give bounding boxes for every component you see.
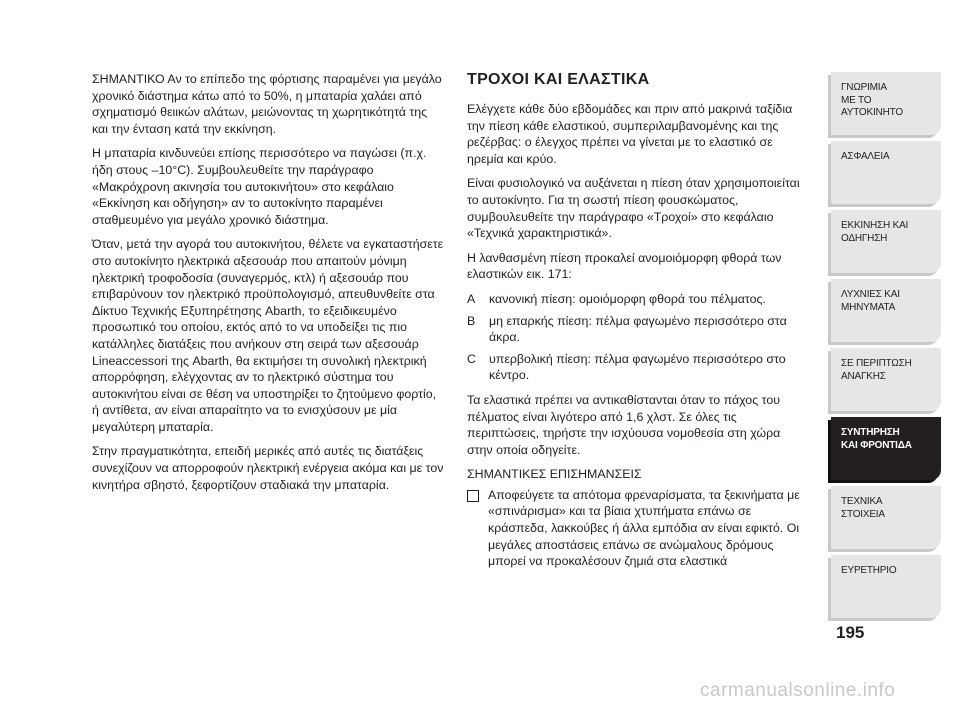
item-letter: C [467, 351, 476, 366]
accessories-paragraph: Όταν, μετά την αγορά του αυτοκινήτου, θέλετε να εγκαταστήσετε στο αυτοκίνητο ηλεκτρικά αξεσουάρ που απαιτούν μόνιμη ηλεκτρική τροφοδοσία (συναγερμός, κτλ) ή αξεσουάρ που επιβαρύνουν τον ηλεκτρικό προϋπολογισμό, απευθυνθείτε στα Δίκτυο Τεχνικής Εξυπηρέτησης Abarth, το εξειδικευμένο προσωπικό του οποίου, εκτός από το να υποδείξει τις πιο κατάλληλες διατάξεις που ανήκουν στη σειρά των αξεσουάρ Lineaccessori της Abarth, θα εκτιμήσει τη συνολική ηλεκτρική απορρόφηση, ελέγχοντας αν το ηλεκτρικό σύστημα του αυτοκινήτου είναι σε θέση να υποστηρίξει το ζητούμενο φορτίο, ή αντίθετα, αν είναι απαραίτητο να το ενισχύσουν με μία μεγαλύτερη μπαταρία. [92, 237, 444, 434]
right-column [467, 71, 803, 570]
chapter-tabs [823, 0, 960, 709]
battery-warning-paragraph: ΣΗΜΑΝΤΙΚΟ Αν το επίπεδο της φόρτισης παραμένει για μεγάλο χρονικό διάστημα κάτω από το 50%, η μπαταρία χαλάει από σχηματισμό θειικών αλάτων, μειώνοντας τη χωρητικότητά της και την ένταση κατά την εκκίνηση. [92, 72, 442, 136]
tab-safety[interactable] [831, 141, 941, 204]
tab-warning-lights[interactable] [831, 279, 941, 342]
tab-label: ΣΥΝΤΗΡΗΣΗ ΚΑΙ ΦΡΟΝΤΙΔΑ [841, 427, 912, 451]
item-letter: A [467, 291, 476, 306]
tab-technical-data[interactable] [831, 486, 941, 549]
tab-label: ΑΣΦΑΛΕΙΑ [841, 151, 890, 162]
tab-maintenance[interactable] [831, 417, 941, 480]
list-item [467, 313, 803, 346]
battery-freeze-paragraph: Η μπαταρία κινδυνεύει επίσης περισσότερο να παγώσει (π.χ. ήδη στους –10°C). Συμβουλευθείτε την παράγραφο «Μακρόχρονη ακινησία του αυτοκινήτου» στο κεφάλαιο «Εκκίνηση και οδήγηση» αν το αυτοκίνητο παραμένει σταθμευμένο για μεγάλο χρονικό διάστημα. [92, 146, 427, 227]
note-bullet [467, 487, 803, 570]
tab-label: ΕΥΡΕΤΗΡΙΟ [841, 565, 897, 576]
tab-label: ΤΕΧΝΙΚΑ ΣΤΟΙΧΕΙΑ [841, 496, 885, 520]
tab-label: ΛΥΧΝΙΕΣ ΚΑΙ ΜΗΝΥΜΑΤΑ [841, 289, 900, 313]
tab-label: ΣΕ ΠΕΡΙΠΤΩΣΗ ΑΝΑΓΚΗΣ [841, 358, 912, 382]
item-text: μη επαρκής πίεση: πέλμα φαγωμένο περισσότερο στα άκρα. [489, 313, 787, 345]
tab-index[interactable] [831, 555, 941, 618]
pressure-increase-paragraph: Είναι φυσιολογικό να αυξάνεται η πίεση όταν χρησιμοποιείται το αυτοκίνητο. Για τη σωστή πίεση φουσκώματος, συμβουλευθείτε την παράγραφο «Τροχοί» στο κεφάλαιο «Τεχνικά χαρακτηριστικά». [467, 176, 800, 241]
tread-replacement-paragraph: Τα ελαστικά πρέπει να αντικαθίστανται όταν το πάχος του πέλματος είναι λιγότερο από 1,6 χλστ. Σε όλες τις περιπτώσεις, τηρήστε την ισχύουσα νομοθεσία στη χώρα στην οποία οδηγείτε. [467, 392, 781, 457]
left-column [92, 71, 444, 501]
tab-getting-to-know[interactable] [831, 72, 941, 135]
battery-drain-paragraph: Στην πραγματικότητα, επειδή μερικές από αυτές τις διατάξεις συνεχίζουν να απορροφούν ηλεκτρική ενέργεια ακόμα και με τον κινητήρα σβηστό, ξεφορτίζουν σταδιακά την μπαταρία. [92, 444, 444, 492]
checkbox-bullet-icon [467, 490, 479, 502]
list-item [467, 291, 803, 308]
tab-starting-driving[interactable] [831, 210, 941, 273]
list-item [467, 351, 803, 384]
note-text: Αποφεύγετε τα απότομα φρεναρίσματα, τα ξεκινήματα με «σπινάρισμα» και τα βίαια χτυπήματα επάνω σε κράσπεδα, λακκούβες ή άλλα εμπόδια αν είναι εφικτό. Οι μεγάλες αποστάσεις επάνω σε ανώμαλους δρόμους μπορεί να προκαλέσουν ζημιά στα ελαστικά [488, 487, 800, 569]
wrong-pressure-paragraph: Η λανθασμένη πίεση προκαλεί ανομοιόμορφη φθορά των ελαστικών εικ. 171: [467, 250, 782, 282]
section-title: ΤΡΟΧΟΙ ΚΑΙ ΕΛΑΣΤΙΚΑ [467, 71, 650, 88]
check-pressure-paragraph: Ελέγχετε κάθε δύο εβδομάδες και πριν από μακρινά ταξίδια την πίεση κάθε ελαστικού, συμπεριλαμβανομένης και της ρεζέρβας: ο έλεγχος πρέπει να γίνεται με το ελαστικό σε ηρεμία και κρύο. [467, 102, 793, 166]
item-text: κανονική πίεση: ομοιόμορφη φθορά του πέλματος. [489, 291, 766, 306]
item-letter: B [467, 313, 476, 328]
item-text: υπερβολική πίεση: πέλμα φαγωμένο περισσότερο στο κέντρο. [489, 351, 786, 383]
page-number: 195 [836, 623, 865, 642]
notes-heading: ΣΗΜΑΝΤΙΚΕΣ ΕΠΙΣΗΜΑΝΣΕΙΣ [467, 467, 642, 482]
tab-label: ΕΚΚΙΝΗΣΗ ΚΑΙ ΟΔΗΓΗΣΗ [841, 220, 909, 244]
tab-label: ΓΝΩΡΙΜΙΑ ΜΕ ΤΟ ΑΥΤΟΚΙΝΗΤΟ [841, 82, 903, 118]
watermark: carmanualsonline.info [700, 680, 896, 701]
tab-emergency[interactable] [831, 348, 941, 411]
